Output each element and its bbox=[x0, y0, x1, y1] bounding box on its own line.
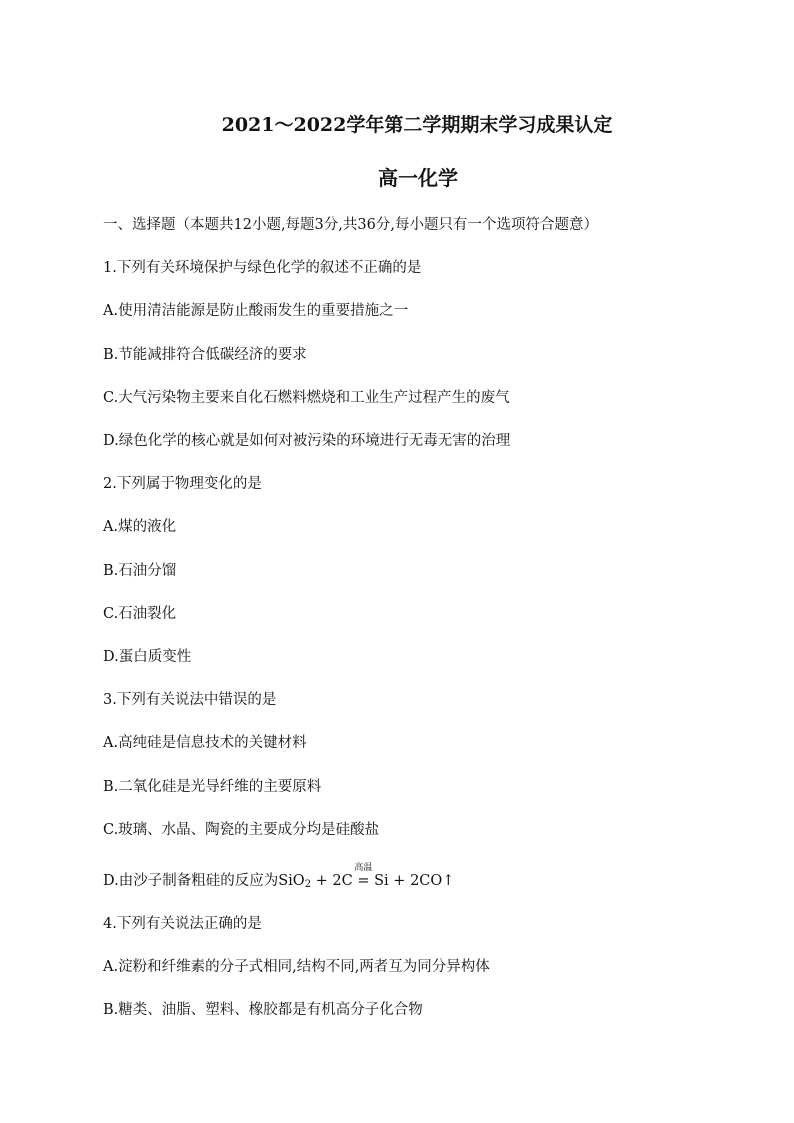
question-2-option-b: B.石油分馏 bbox=[103, 563, 177, 579]
question-3-option-a: A.高纯硅是信息技术的关键材料 bbox=[103, 735, 307, 751]
section-heading: 一、选择题（本题共12小题,每题3分,共36分,每小题只有一个选项符合题意） bbox=[103, 217, 598, 233]
equation-subscript: 2 bbox=[304, 879, 312, 890]
reaction-condition: 高温 bbox=[354, 863, 373, 873]
question-3-option-b: B.二氧化硅是光导纤维的主要原料 bbox=[103, 779, 322, 795]
question-1-option-c: C.大气污染物主要来自化石燃料燃烧和工业生产过程产生的废气 bbox=[103, 390, 510, 406]
exam-title: 2021～2022学年第二学期期末学习成果认定 bbox=[221, 114, 613, 136]
equation-suffix: Si + 2CO↑ bbox=[369, 873, 455, 889]
equation-prefix: D.由沙子制备粗硅的反应为SiO bbox=[103, 873, 305, 889]
question-1-option-d: D.绿色化学的核心就是如何对被污染的环境进行无毒无害的治理 bbox=[103, 433, 511, 449]
question-4-option-a: A.淀粉和纤维素的分子式相同,结构不同,两者互为同分异构体 bbox=[103, 959, 490, 975]
question-2-option-a: A.煤的液化 bbox=[103, 519, 177, 535]
question-2-stem: 2.下列属于物理变化的是 bbox=[103, 476, 262, 492]
question-1-option-b: B.节能减排符合低碳经济的要求 bbox=[103, 347, 307, 363]
equals-sign: = bbox=[357, 873, 370, 889]
equation-middle: + 2C bbox=[311, 873, 358, 889]
equation-sign bbox=[354, 863, 373, 891]
exam-subject: 高一化学 bbox=[378, 166, 458, 190]
question-4-option-b: B.糖类、油脂、塑料、橡胶都是有机高分子化合物 bbox=[103, 1002, 423, 1018]
question-3-option-d bbox=[103, 863, 455, 895]
question-3-stem: 3.下列有关说法中错误的是 bbox=[103, 692, 277, 708]
question-2-option-d: D.蛋白质变性 bbox=[103, 649, 192, 665]
question-4-stem: 4.下列有关说法正确的是 bbox=[103, 916, 262, 932]
question-1-stem: 1.下列有关环境保护与绿色化学的叙述不正确的是 bbox=[103, 260, 422, 276]
question-3-option-c: C.玻璃、水晶、陶瓷的主要成分均是硅酸盐 bbox=[103, 822, 380, 838]
question-2-option-c: C.石油裂化 bbox=[103, 606, 177, 622]
question-1-option-a: A.使用清洁能源是防止酸雨发生的重要措施之一 bbox=[103, 303, 409, 319]
